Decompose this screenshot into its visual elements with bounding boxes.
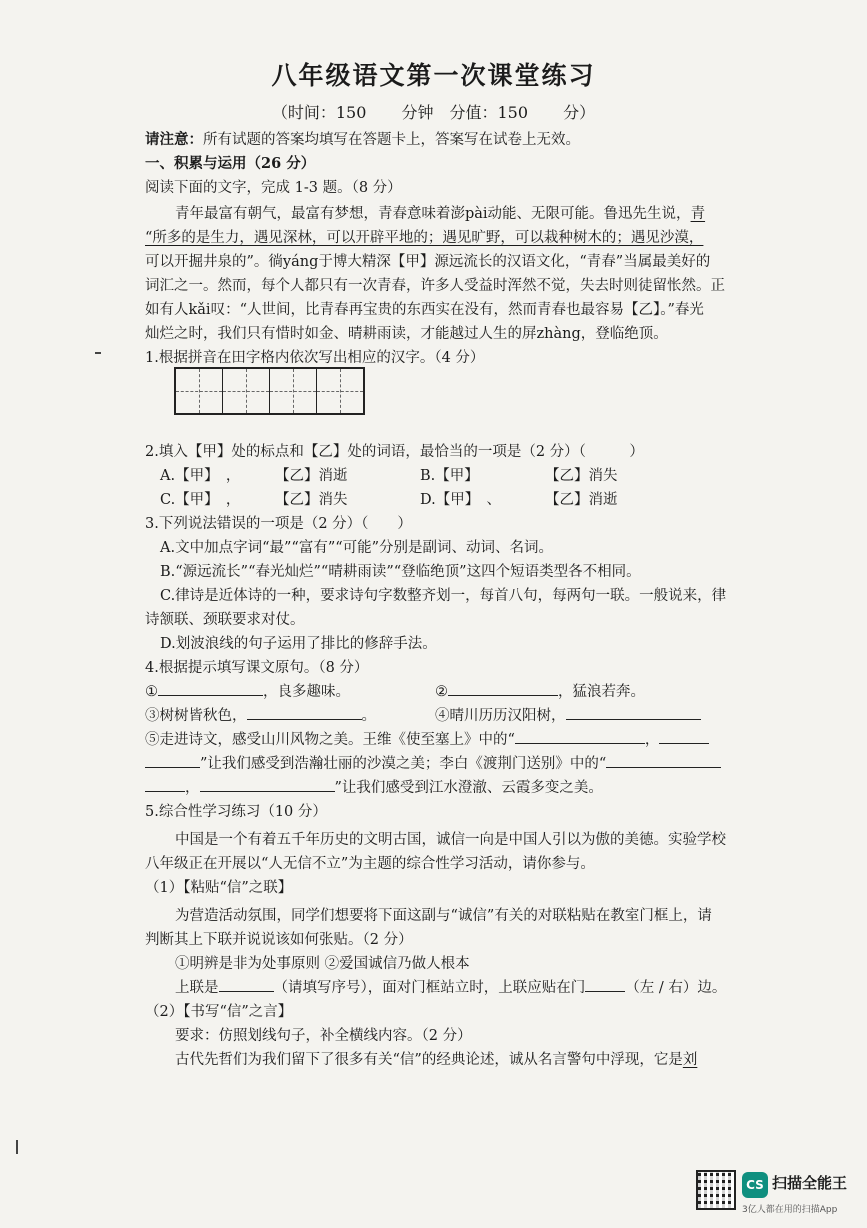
answer-blank[interactable] xyxy=(448,681,558,696)
scan-mark xyxy=(16,1140,18,1154)
q3-option: B.“源远流长”“春光灿烂”“晴耕雨读”“登临绝顶”这四个短语类型各不相同。 xyxy=(160,564,641,580)
answer-blank[interactable] xyxy=(145,753,200,768)
sub-question-1-title: （1）【粘贴“信”之联】 xyxy=(145,880,293,896)
page-title: 八年级语文第一次课堂练习 xyxy=(271,61,596,90)
answer-blank[interactable] xyxy=(515,729,645,744)
brand-tagline: 3亿人都在用的扫描App xyxy=(742,1205,838,1215)
fill-item-3: ③树树皆秋色， 。 xyxy=(145,704,376,725)
scan-mark xyxy=(95,352,101,354)
q5-paragraph: 八年级正在开展以“人无信不立”为主题的综合性学习活动，请你参与。 xyxy=(145,856,595,872)
answer-blank[interactable] xyxy=(659,729,709,744)
character-grid xyxy=(174,367,365,415)
answer-blank[interactable] xyxy=(145,777,185,792)
fill-item-2: ② ，猛浪若奔。 xyxy=(435,680,645,701)
exam-time-score: （时间：150 分钟 分值：150 分） xyxy=(271,103,596,122)
grid-cell[interactable] xyxy=(317,369,363,413)
fill-item-5-cont: ， ”让我们感受到江水澄澈、云霞多变之美。 xyxy=(145,776,603,797)
answer-blank[interactable] xyxy=(219,977,274,992)
passage-line: “所多的是生力，遇见深林，可以开辟平地的；遇见旷野，可以栽种树木的；遇见沙漠， xyxy=(145,230,704,246)
couplet-fill: 上联是 （请填写序号），面对门框站立时，上联应贴在门 （左 / 右）边。 xyxy=(175,976,726,997)
option-d: D.【甲】 、 xyxy=(420,492,501,508)
sub-question-2-title: （2）【书写“信”之言】 xyxy=(145,1004,293,1020)
underlined-text: 青 xyxy=(690,206,706,222)
fill-item-4: ④晴川历历汉阳树， xyxy=(435,704,701,725)
option-b-word: 【乙】消失 xyxy=(545,468,618,484)
q3-option: D.划波浪线的句子运用了排比的修辞手法。 xyxy=(160,636,437,652)
passage-line: 灿烂之时，我们只有惜时如金、晴耕雨读，才能越过人生的屏zhàng，登临绝顶。 xyxy=(145,326,668,342)
answer-blank[interactable] xyxy=(585,977,625,992)
passage-line: 青年最富有朝气，最富有梦想，青春意味着澎pài动能、无限可能。鲁迅先生说，青 xyxy=(175,206,706,222)
question-2: 2.填入【甲】处的标点和【乙】处的词语，最恰当的一项是（2 分）（ ） xyxy=(145,444,644,460)
notice-text: 所有试题的答案均填写在答题卡上，答案写在试卷上无效。 xyxy=(203,132,580,148)
option-b: B.【甲】 xyxy=(420,468,479,484)
notice-label: 请注意： xyxy=(145,131,203,148)
answer-blank[interactable] xyxy=(158,681,263,696)
q3-option: A.文中加点字词“最”“富有”“可能”分别是副词、动词、名词。 xyxy=(160,540,554,556)
answer-blank[interactable] xyxy=(200,777,335,792)
option-d-word: 【乙】消逝 xyxy=(545,492,618,508)
grid-cell[interactable] xyxy=(223,369,270,413)
answer-blank[interactable] xyxy=(247,705,362,720)
passage-line: 词汇之一。然而，每个人都只有一次青春，许多人受益时浑然不觉，失去时则徒留怅然。正 xyxy=(145,278,725,294)
option-c: C.【甲】 ， xyxy=(160,492,241,508)
fill-item-1: ① ，良多趣味。 xyxy=(145,680,350,701)
reading-intro: 阅读下面的文字，完成 1-3 题。（8 分） xyxy=(145,180,402,196)
fill-item-5: ⑤走进诗文，感受山川风物之美。王维《使至塞上》中的“ ， xyxy=(145,728,709,749)
question-3: 3.下列说法错误的一项是（2 分）（ ） xyxy=(145,516,412,532)
sub1-paragraph: 判断其上下联并说说该如何张贴。（2 分） xyxy=(145,932,413,948)
grid-cell[interactable] xyxy=(270,369,317,413)
option-a-word: 【乙】消逝 xyxy=(275,468,348,484)
notice-line xyxy=(145,128,580,149)
passage-line: 如有人kǎi叹：“人世间，比青春再宝贵的东西实在没有，然而青春也最容易【乙】。”春光 xyxy=(145,302,704,318)
section-heading: 一、积累与运用（26 分） xyxy=(145,155,316,172)
passage-line: 可以开掘井泉的”。徜yáng于博大精深【甲】源远流长的汉语文化，“青春”当属最美好的 xyxy=(145,254,711,270)
sub2-paragraph: 古代先哲们为我们留下了很多有关“信”的经典论述，诚从名言警句中浮现，它是刘 xyxy=(175,1052,698,1068)
option-c-word: 【乙】消失 xyxy=(275,492,348,508)
answer-blank[interactable] xyxy=(566,705,701,720)
question-1: 1.根据拼音在田字格内依次写出相应的汉字。（4 分） xyxy=(145,350,485,366)
qr-code-icon xyxy=(696,1170,736,1210)
sub2-requirement: 要求：仿照划线句子，补全横线内容。（2 分） xyxy=(175,1028,472,1044)
question-5: 5.综合性学习练习（10 分） xyxy=(145,804,327,820)
answer-blank[interactable] xyxy=(606,753,721,768)
fill-item-5-cont: ”让我们感受到浩瀚壮丽的沙漠之美；李白《渡荆门送别》中的“ xyxy=(145,752,721,773)
question-4: 4.根据提示填写课文原句。（8 分） xyxy=(145,660,369,676)
camscanner-logo-icon: CS xyxy=(742,1172,768,1198)
grid-cell[interactable] xyxy=(176,369,223,413)
brand-name: 扫描全能王 xyxy=(772,1174,848,1192)
sub1-paragraph: 为营造活动氛围，同学们想要将下面这副与“诚信”有关的对联粘贴在教室门框上，请 xyxy=(175,908,712,924)
couplet-lines: ①明辨是非为处事原则 ②爱国诚信乃做人根本 xyxy=(175,956,470,972)
q5-paragraph: 中国是一个有着五千年历史的文明古国，诚信一向是中国人引以为傲的美德。实验学校 xyxy=(175,832,726,848)
q3-option-cont: 诗颔联、颈联要求对仗。 xyxy=(145,612,305,628)
option-a: A.【甲】 ， xyxy=(160,468,241,484)
q3-option: C.律诗是近体诗的一种，要求诗句字数整齐划一，每首八句，每两句一联。一般说来，律 xyxy=(160,588,727,604)
